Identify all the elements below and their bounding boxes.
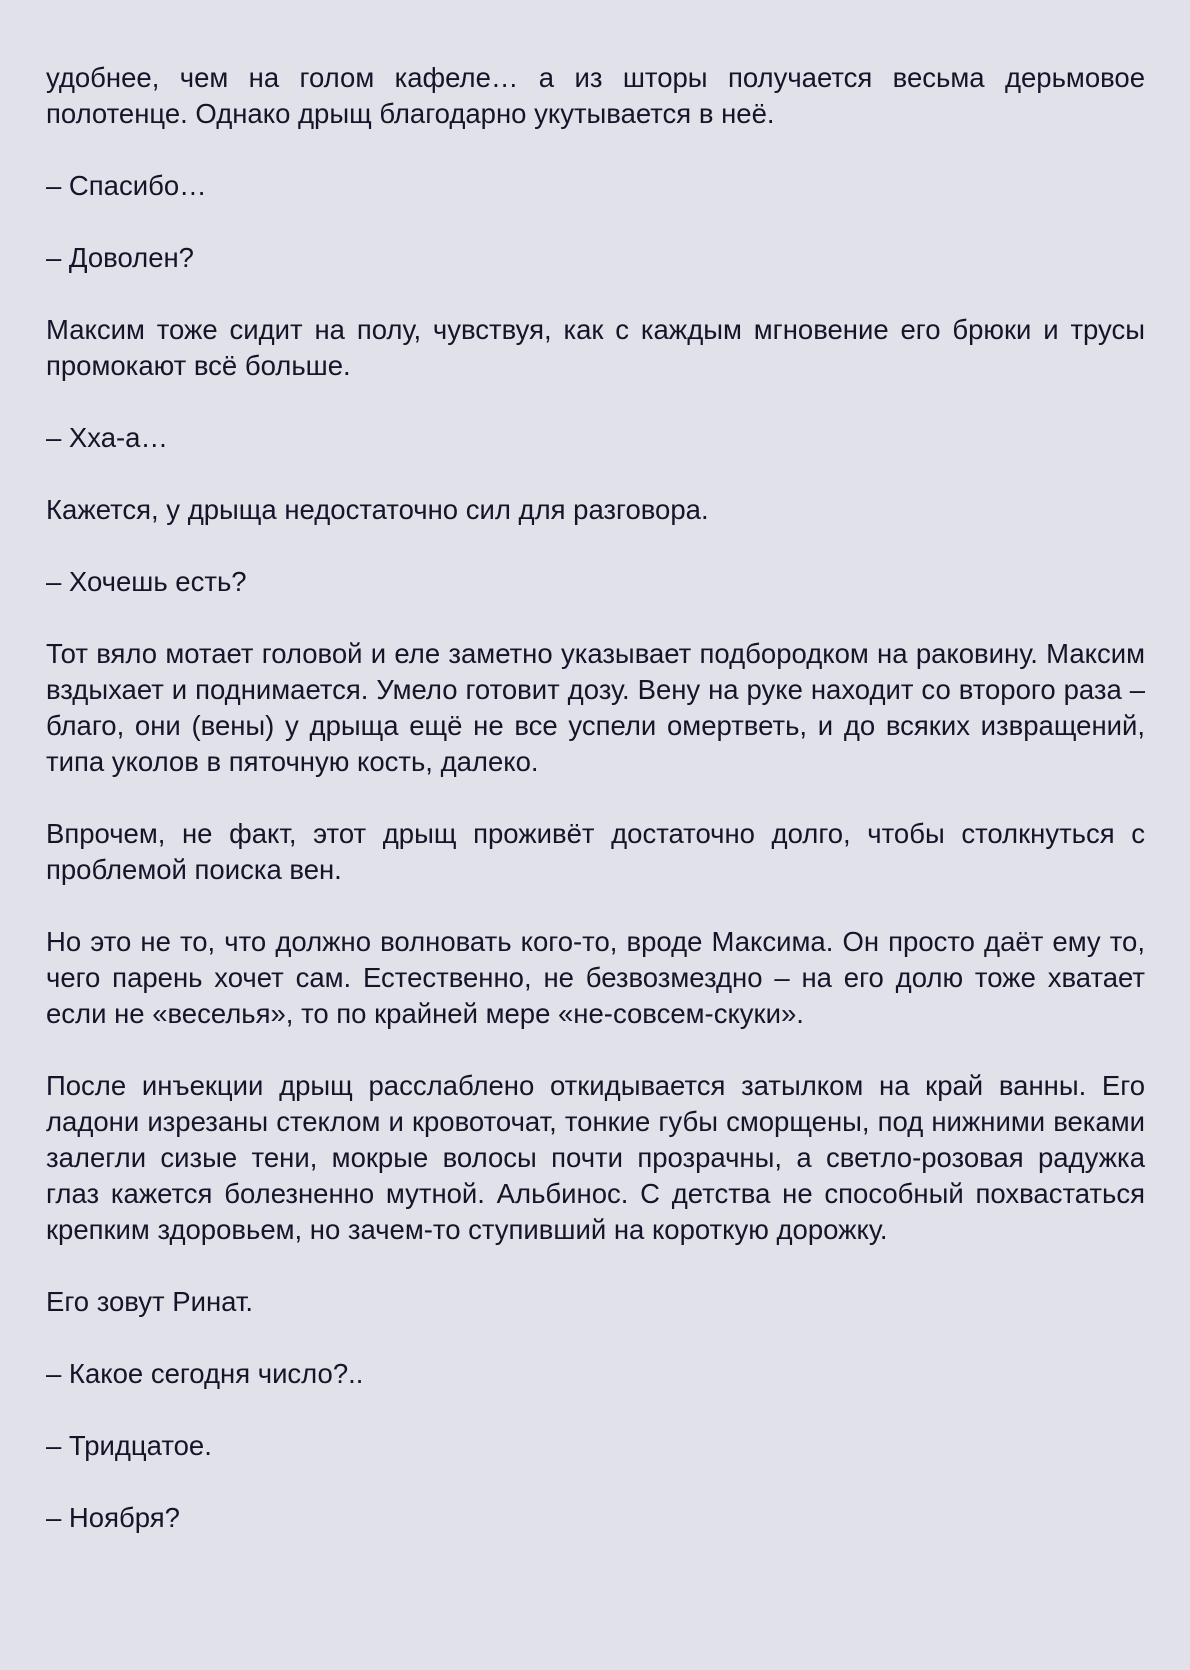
dialogue-line-3: – Хха-а…	[46, 422, 168, 453]
dialogue-line-1: – Спасибо…	[46, 170, 207, 201]
paragraph-5: Впрочем, не факт, этот дрыщ проживёт достаточно долго, чтобы столкнуться с проблемой поиска вен.	[46, 818, 1145, 885]
paragraph-8: Его зовут Ринат.	[46, 1286, 254, 1317]
paragraph-6: Но это не то, что должно волновать кого-то, вроде Максима. Он просто даёт ему то, чего парень хочет сам. Естественно, не безвозмездно – на его долю тоже хватает если не «веселья», то по крайней мере «не-совсем-скуки».	[46, 926, 1145, 1029]
dialogue-line-2: – Доволен?	[46, 242, 194, 273]
paragraph-2: Максим тоже сидит на полу, чувствуя, как с каждым мгновение его брюки и трусы промокают всё больше.	[46, 314, 1145, 381]
paragraph-1: удобнее, чем на голом кафеле… а из шторы получается весьма дерьмовое полотенце. Однако дрыщ благодарно укутывается в неё.	[46, 62, 1145, 129]
dialogue-line-7: – Ноября?	[46, 1502, 180, 1533]
dialogue-line-4: – Хочешь есть?	[46, 566, 247, 597]
dialogue-line-5: – Какое сегодня число?..	[46, 1358, 364, 1389]
dialogue-line-6: – Тридцатое.	[46, 1430, 212, 1461]
paragraph-7: После инъекции дрыщ расслаблено откидывается затылком на край ванны. Его ладони изрезаны стеклом и кровоточат, тонкие губы сморщены, под нижними веками залегли сизые тени, мокрые волосы почти прозрачны, а светло-розовая радужка глаз кажется болезненно мутной. Альбинос. С детства не способный похвастаться крепким здоровьем, но зачем-то ступивший на короткую дорожку.	[46, 1070, 1145, 1245]
paragraph-4: Тот вяло мотает головой и еле заметно указывает подбородком на раковину. Максим вздыхает и поднимается. Умело готовит дозу. Вену на руке находит со второго раза – благо, они (вены) у дрыща ещё не все успели омертветь, и до всяких извращений, типа уколов в пяточную кость, далеко.	[46, 638, 1145, 777]
paragraph-3: Кажется, у дрыща недостаточно сил для разговора.	[46, 494, 709, 525]
document-page	[46, 60, 1145, 1536]
